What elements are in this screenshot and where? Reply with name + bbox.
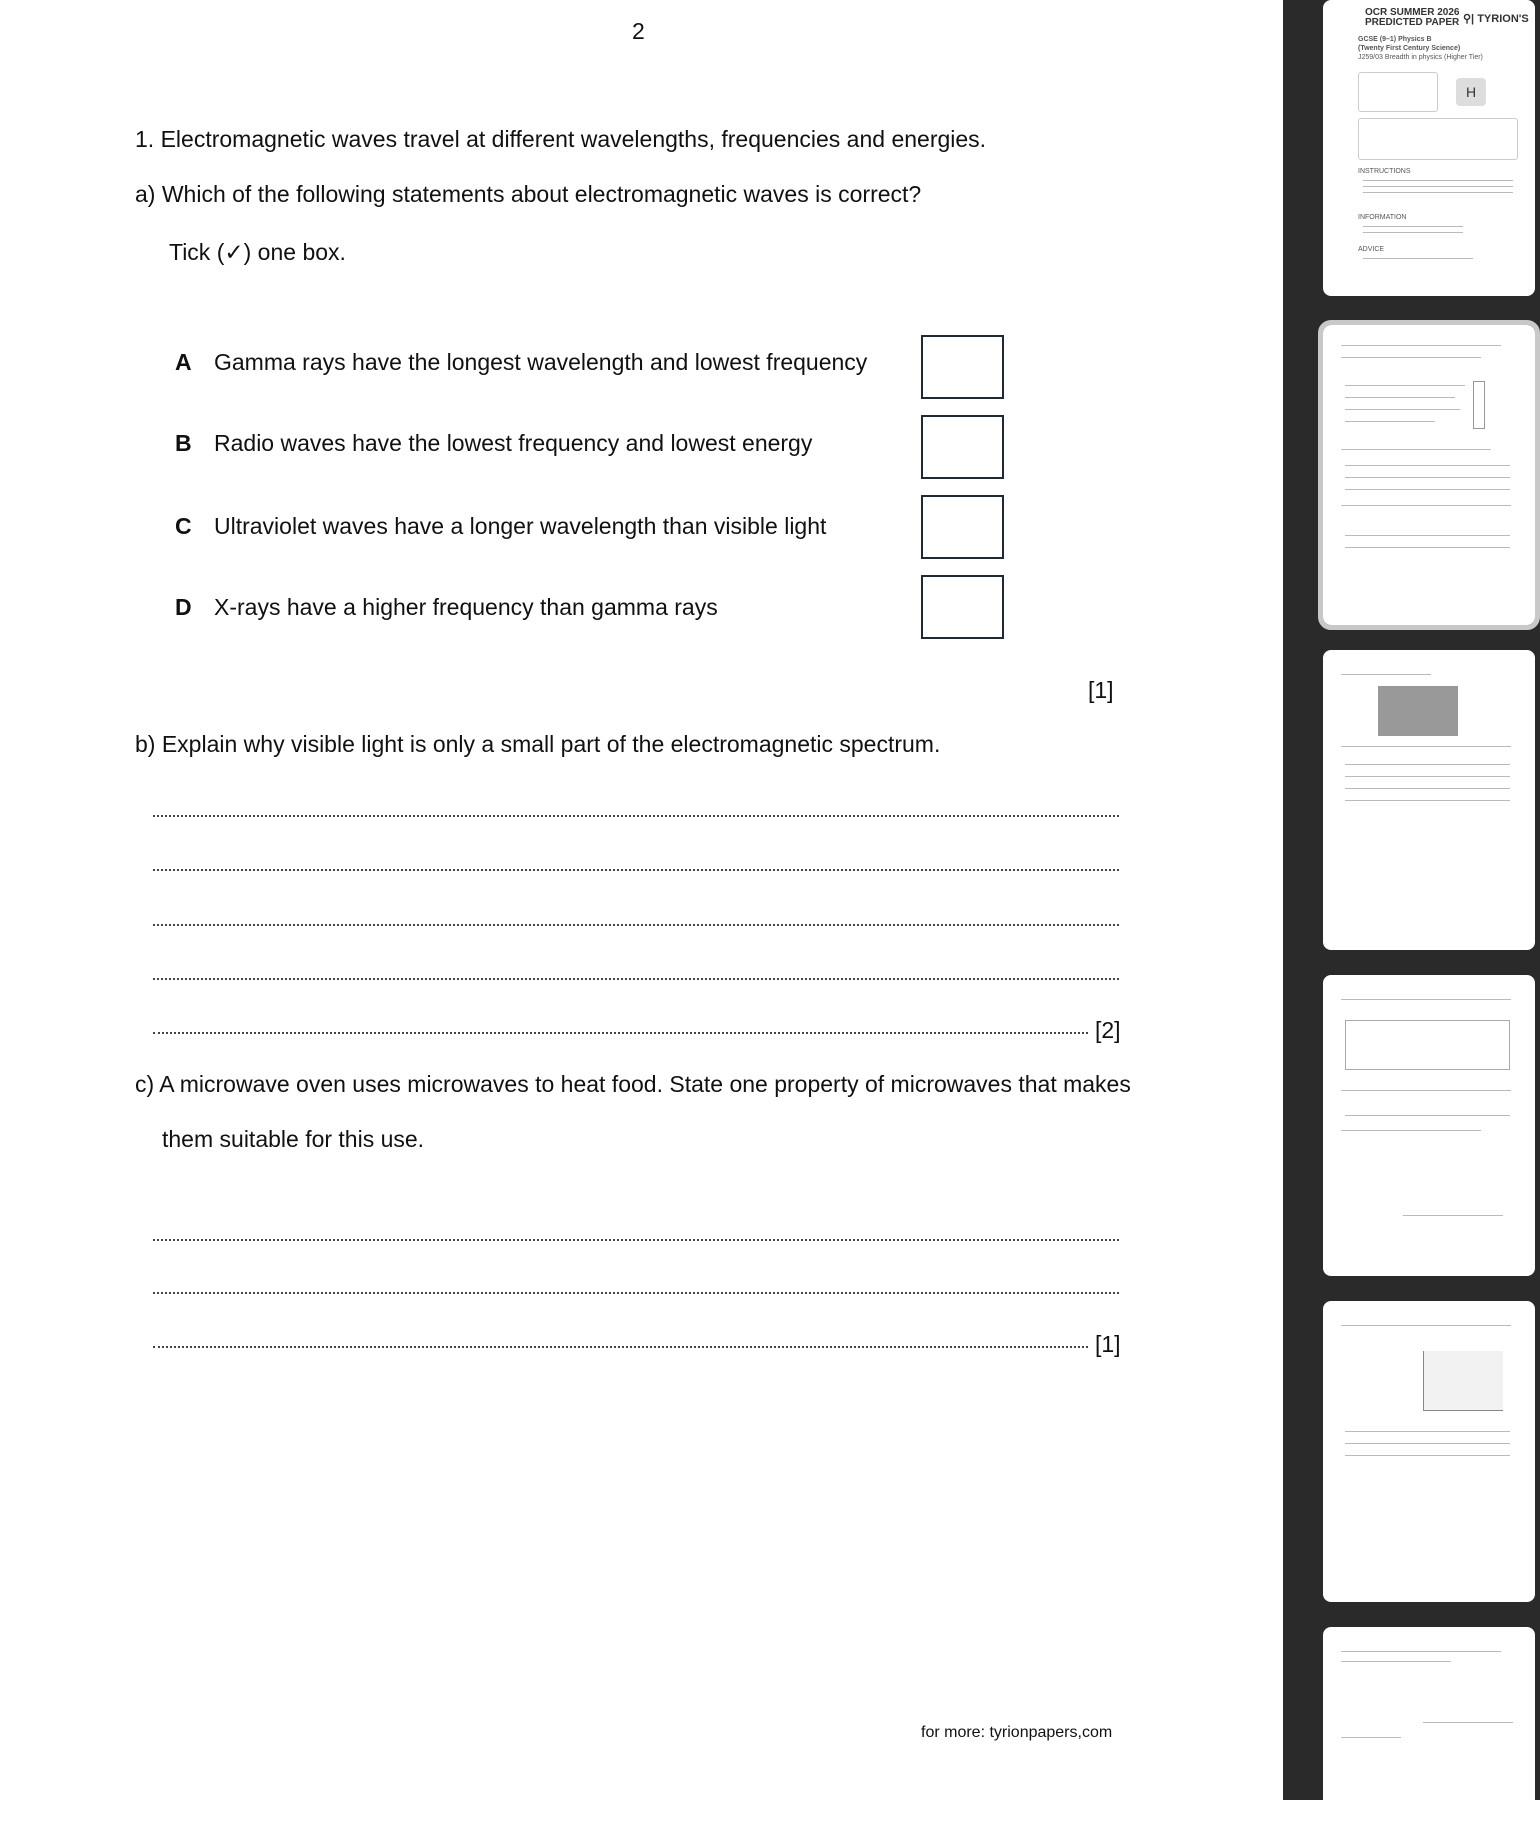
answer-line[interactable] [153,1346,1088,1348]
thumbnail-page-1[interactable] [1323,0,1535,296]
option-letter: A [175,349,192,375]
thumbnail-page-4[interactable] [1323,975,1535,1276]
cover-subtitle: (Twenty First Century Science) [1358,45,1461,52]
thumbnail-page-5[interactable] [1323,1301,1535,1602]
question-b: b) Explain why visible light is only a small part of the electromagnetic spectrum. [135,731,941,757]
question-a: a) Which of the following statements about electromagnetic waves is correct? [135,181,922,207]
tick-box-b[interactable] [921,415,1004,479]
option-d [175,594,718,621]
option-text: X-rays have a higher frequency than gamma rays [214,594,718,620]
cover-information: INFORMATION [1358,214,1407,221]
thumbnail-page-2[interactable] [1323,325,1535,625]
page-thumbnail-sidebar[interactable] [1283,0,1540,1800]
option-letter: D [175,594,192,620]
marks-b: [2] [1095,1017,1121,1043]
question-c-cont: them suitable for this use. [162,1126,425,1152]
answer-line[interactable] [153,869,1119,871]
thumbnail-page-3[interactable] [1323,650,1535,950]
option-text: Ultraviolet waves have a longer wavelength than visible light [214,513,827,539]
footer-link: for more: tyrionpapers,com [921,1724,1113,1741]
tick-box-a[interactable] [921,335,1004,399]
question-c: c) A microwave oven uses microwaves to heat food. State one property of microwaves that makes [135,1071,1131,1097]
question-intro: 1. Electromagnetic waves travel at different wavelengths, frequencies and energies. [135,126,987,152]
option-a [175,349,867,376]
tick-box-c[interactable] [921,495,1004,559]
option-letter: B [175,430,192,456]
option-letter: C [175,513,192,539]
option-c [175,513,826,540]
option-text: Gamma rays have the longest wavelength and lowest frequency [214,349,868,375]
tier-badge: H [1456,78,1486,106]
cover-instructions: INSTRUCTIONS [1358,168,1411,175]
tick-instruction: Tick (✓) one box. [169,239,346,265]
cover-title: OCR SUMMER 2026 PREDICTED PAPER [1365,7,1460,28]
answer-line[interactable] [153,1239,1119,1241]
brand-logo: ⚲| TYRION'S [1463,13,1529,25]
option-b [175,430,812,457]
answer-line[interactable] [153,815,1119,817]
thumbnail-page-6[interactable] [1323,1627,1535,1827]
marks-c: [1] [1095,1331,1121,1357]
answer-line[interactable] [153,978,1119,980]
answer-line[interactable] [153,1032,1088,1034]
cover-advice: ADVICE [1358,246,1385,253]
answer-line[interactable] [153,924,1119,926]
tick-box-d[interactable] [921,575,1004,639]
option-text: Radio waves have the lowest frequency and lowest energy [214,430,813,456]
answer-line[interactable] [153,1292,1119,1294]
cover-paper: J259/03 Breadth in physics (Higher Tier) [1358,54,1483,61]
cover-subject: GCSE (9–1) Physics B [1358,36,1432,43]
marks-a: [1] [1088,677,1114,703]
page-number: 2 [632,18,645,44]
